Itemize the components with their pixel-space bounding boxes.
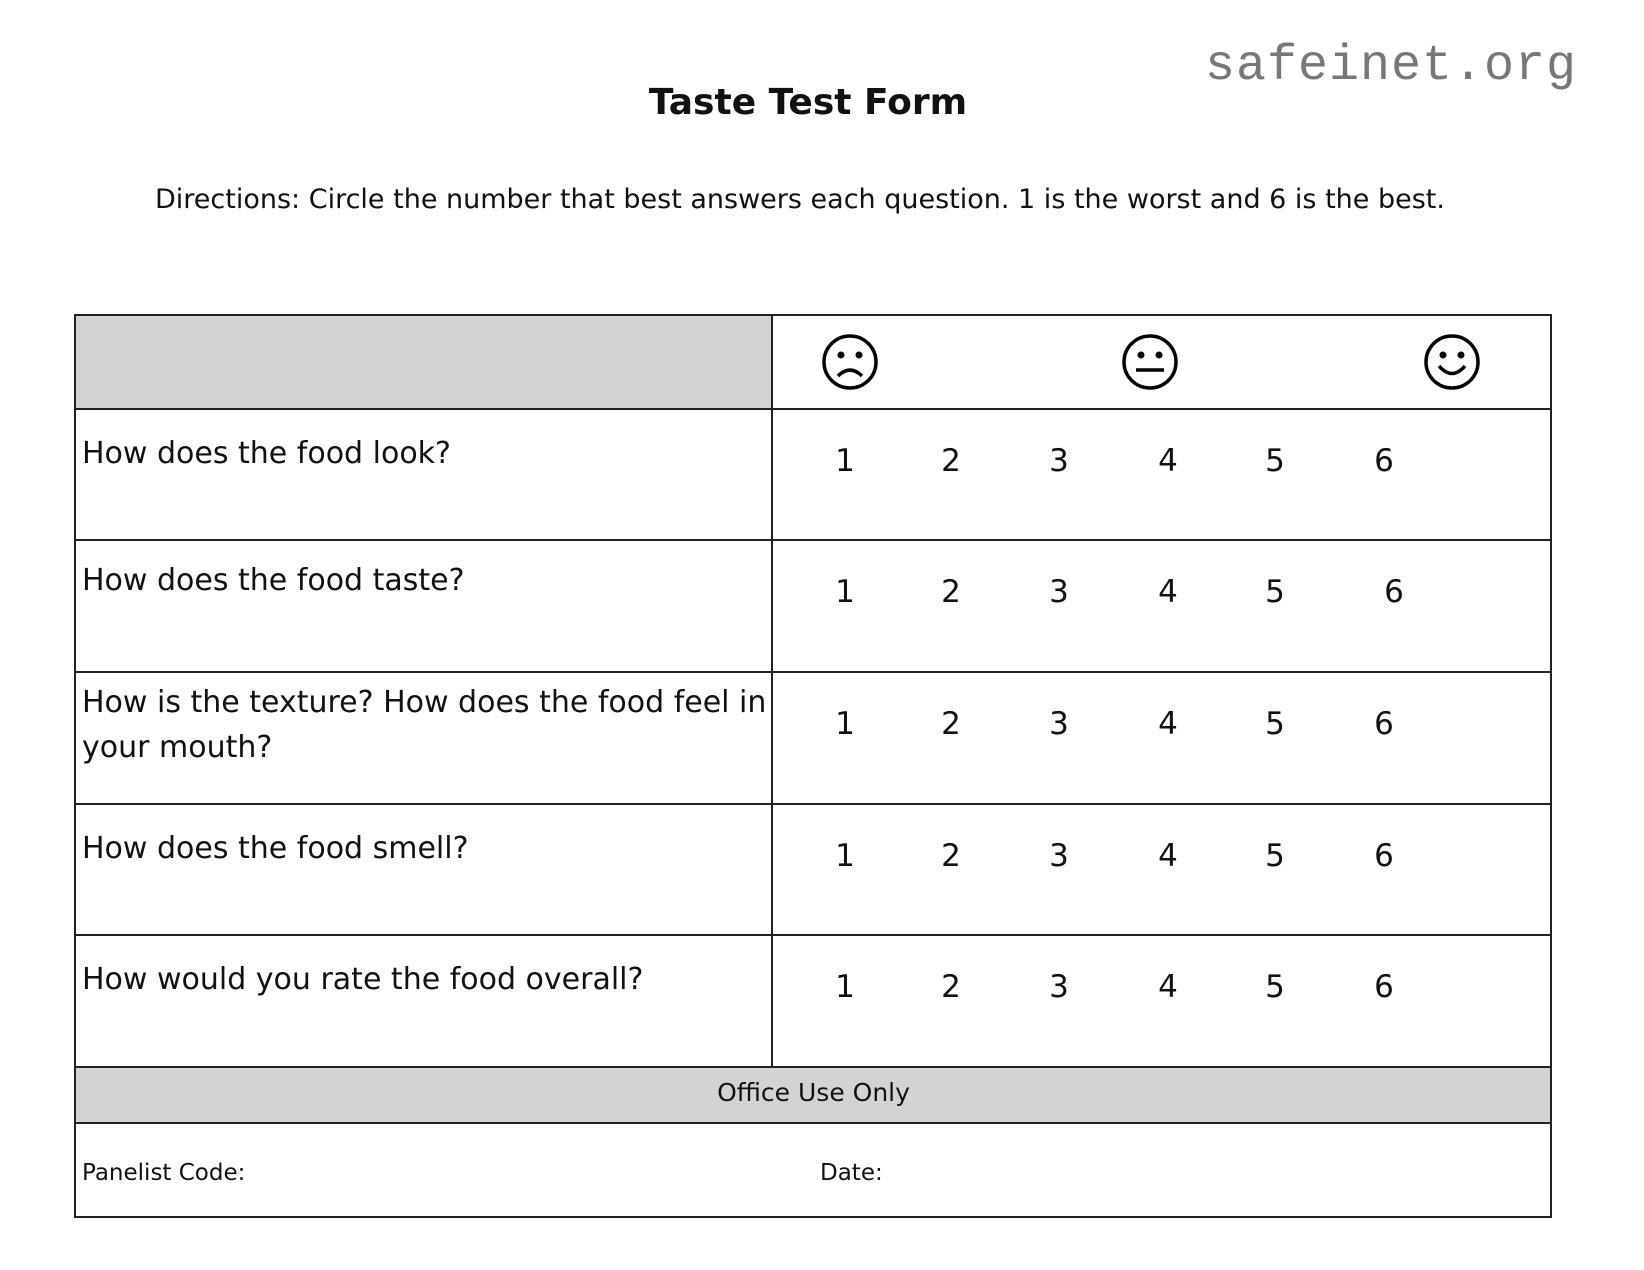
question-text: How does the food smell? — [82, 831, 469, 866]
panelist-code-label: Panelist Code: — [82, 1160, 246, 1186]
question-text: How does the food look? — [82, 436, 451, 471]
rating-option-1[interactable]: 1 — [835, 969, 855, 1005]
rating-option-2[interactable]: 2 — [941, 706, 961, 742]
watermark: safeinet.org — [1205, 38, 1578, 95]
rating-option-4[interactable]: 4 — [1158, 838, 1178, 874]
question-text: How is the texture? How does the food feel in your mouth? — [82, 685, 767, 765]
rating-option-5[interactable]: 5 — [1265, 443, 1285, 479]
rating-option-6[interactable]: 6 — [1384, 574, 1404, 610]
rating-option-4[interactable]: 4 — [1158, 706, 1178, 742]
directions: Directions: Circle the number that best answers each question. 1 is the worst and 6 is the best. — [155, 184, 1445, 215]
rating-option-4[interactable]: 4 — [1158, 969, 1178, 1005]
office-use-label: Office Use Only — [717, 1078, 910, 1107]
rating-option-5[interactable]: 5 — [1265, 706, 1285, 742]
rating-option-1[interactable]: 1 — [835, 574, 855, 610]
rating-option-3[interactable]: 3 — [1049, 969, 1069, 1005]
rating-option-2[interactable]: 2 — [941, 443, 961, 479]
rating-option-2[interactable]: 2 — [941, 838, 961, 874]
rating-option-6[interactable]: 6 — [1374, 969, 1394, 1005]
rating-option-3[interactable]: 3 — [1049, 706, 1069, 742]
rating-option-6[interactable]: 6 — [1374, 838, 1394, 874]
rating-option-6[interactable]: 6 — [1374, 443, 1394, 479]
rating-option-3[interactable]: 3 — [1049, 574, 1069, 610]
rating-option-4[interactable]: 4 — [1158, 574, 1178, 610]
date-label: Date: — [820, 1160, 883, 1186]
rating-option-1[interactable]: 1 — [835, 706, 855, 742]
rating-option-4[interactable]: 4 — [1158, 443, 1178, 479]
rating-option-2[interactable]: 2 — [941, 969, 961, 1005]
rating-option-1[interactable]: 1 — [835, 443, 855, 479]
page-title: Taste Test Form — [648, 82, 968, 123]
question-text: How would you rate the food overall? — [82, 962, 644, 997]
question-text: How does the food taste? — [82, 563, 465, 598]
neutral-face-icon — [1121, 333, 1179, 391]
rating-option-3[interactable]: 3 — [1049, 838, 1069, 874]
rating-option-2[interactable]: 2 — [941, 574, 961, 610]
rating-option-5[interactable]: 5 — [1265, 969, 1285, 1005]
sad-face-icon — [821, 333, 879, 391]
rating-option-6[interactable]: 6 — [1374, 706, 1394, 742]
header-shade — [75, 315, 772, 409]
rating-option-1[interactable]: 1 — [835, 838, 855, 874]
rating-option-5[interactable]: 5 — [1265, 838, 1285, 874]
rating-option-5[interactable]: 5 — [1265, 574, 1285, 610]
rating-option-3[interactable]: 3 — [1049, 443, 1069, 479]
happy-face-icon — [1423, 333, 1481, 391]
